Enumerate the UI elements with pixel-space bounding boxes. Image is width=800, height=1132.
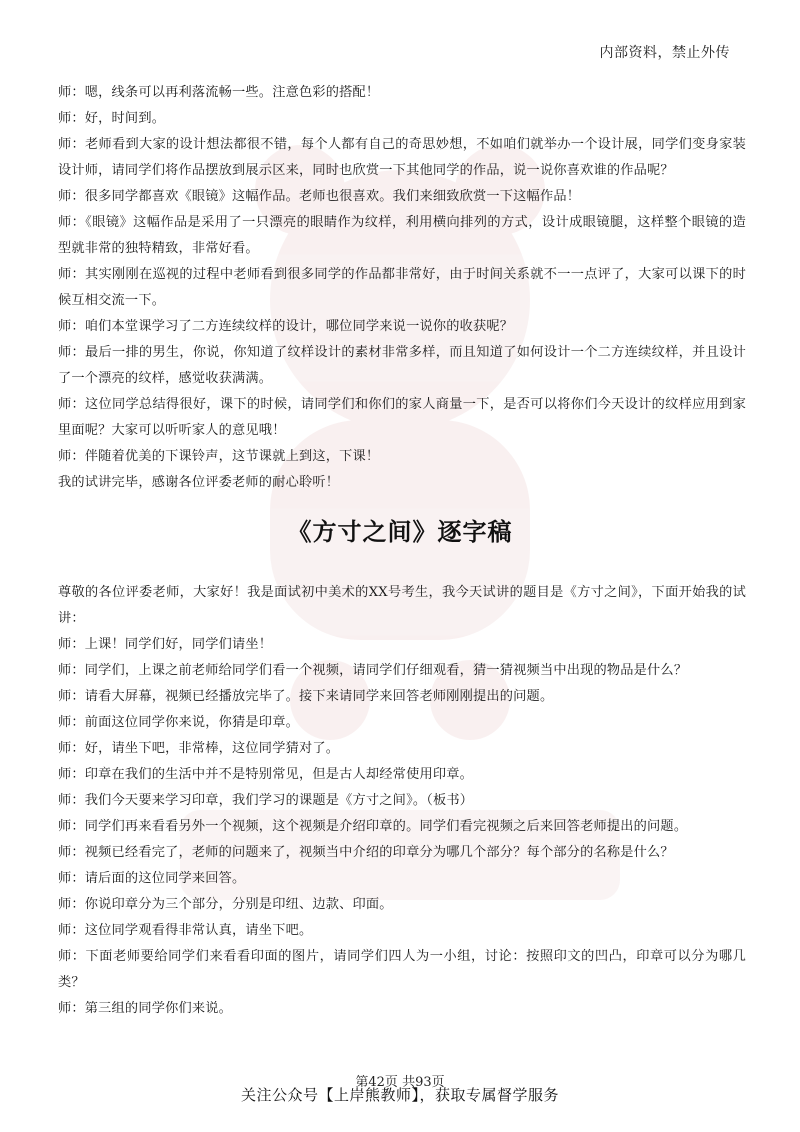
paragraph: 师：下面老师要给同学们来看看印面的图片，请同学们四人为一小组，讨论：按照印文的凹凸，印章可以分为哪几类？ — [58, 949, 746, 990]
paragraph: 师：很多同学都喜欢《眼镜》这幅作品。老师也很喜欢。我们来细致欣赏一下这幅作品！ — [58, 189, 581, 204]
header-confidential-note: 内部资料，禁止外传 — [599, 45, 730, 61]
transcript-section-fangcun — [58, 580, 746, 1022]
paragraph: 师：同学们，上课之前老师给同学们看一个视频，请同学们仔细观看，猜一猜视频当中出现的物品是什么？ — [58, 663, 688, 678]
paragraph: 师：嗯，线条可以再利落流畅一些。注意色彩的搭配！ — [58, 85, 380, 100]
paragraph: 师：这位同学观看得非常认真，请坐下吧。 — [58, 923, 313, 938]
section-title: 《方寸之间》逐字稿 — [287, 517, 513, 546]
paragraph: 师：老师看到大家的设计想法都很不错，每个人都有自己的奇思妙想，不如咱们就举办一个设计展，同学们变身家装设计师，请同学们将作品摆放到展示区来，同时也欣赏一下其他同学的作品，说一说你喜欢谁的作品呢？ — [58, 137, 746, 178]
paragraph: 师：视频已经看完了，老师的问题来了，视频当中介绍的印章分为哪几个部分？每个部分的名称是什么？ — [58, 845, 674, 860]
paragraph: 师：第三组的同学你们来说。 — [58, 1001, 233, 1016]
paragraph: 师：你说印章分为三个部分，分别是印纽、边款、印面。 — [58, 897, 393, 912]
paragraph: 师：最后一排的男生，你说，你知道了纹样设计的素材非常多样，而且知道了如何设计一个二方连续纹样，并且设计了一个漂亮的纹样，感觉收获满满。 — [58, 345, 746, 386]
paragraph: 师：咱们本堂课学习了二方连续纹样的设计，哪位同学来说一说你的收获呢？ — [58, 319, 514, 334]
paragraph: 尊敬的各位评委老师，大家好！我是面试初中美术的XX号考生，我今天试讲的题目是《方寸之间》，下面开始我的试讲： — [58, 585, 746, 626]
paragraph: 师：我们今天要来学习印章，我们学习的课题是《方寸之间》。（板书） — [58, 793, 474, 808]
paragraph: 师：印章在我们的生活中并不是特别常见，但是古人却经常使用印章。 — [58, 767, 474, 782]
paragraph: 师：同学们再来看看另外一个视频，这个视频是介绍印章的。同学们看完视频之后来回答老师提出的问题。 — [58, 819, 688, 834]
footer-promo-note: 关注公众号【上岸熊教师】，获取专属督学服务 — [240, 1086, 559, 1104]
transcript-section-previous — [58, 80, 746, 496]
paragraph: 师：好，请坐下吧，非常棒，这位同学猜对了。 — [58, 741, 340, 756]
page-number: 第42页 共93页 — [355, 1075, 445, 1090]
paragraph: 师：这位同学总结得很好，课下的时候，请同学们和你们的家人商量一下，是否可以将你们今天设计的纹样应用到家里面呢？大家可以听听家人的意见哦！ — [58, 397, 746, 438]
paragraph: 师：《眼镜》这幅作品是采用了一只漂亮的眼睛作为纹样，利用横向排列的方式，设计成眼镜腿，这样整个眼镜的造型就非常的独特精致，非常好看。 — [58, 215, 746, 256]
paragraph: 师：伴随着优美的下课铃声，这节课就上到这，下课！ — [58, 449, 380, 464]
paragraph: 我的试讲完毕，感谢各位评委老师的耐心聆听！ — [58, 475, 340, 490]
paragraph: 师：上课！同学们好，同学们请坐！ — [58, 637, 273, 652]
paragraph: 师：请看大屏幕，视频已经播放完毕了。接下来请同学来回答老师刚刚提出的问题。 — [58, 689, 554, 704]
paragraph: 师：请后面的这位同学来回答。 — [58, 871, 246, 886]
paragraph: 师：其实刚刚在巡视的过程中老师看到很多同学的作品都非常好，由于时间关系就不一一点评了，大家可以课下的时候互相交流一下。 — [58, 267, 746, 308]
paragraph: 师：前面这位同学你来说，你猜是印章。 — [58, 715, 299, 730]
paragraph: 师：好，时间到。 — [58, 111, 166, 126]
